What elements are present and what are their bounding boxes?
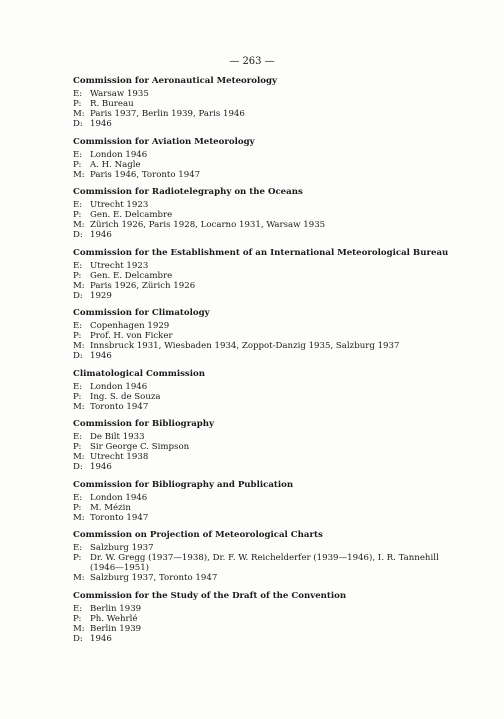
entry-key: E:	[73, 200, 83, 210]
entry-key: P:	[73, 331, 82, 341]
entry-row	[73, 493, 493, 503]
commission-heading: Commission for Radiotelegraphy on the Oceans	[73, 187, 303, 197]
entry-value	[90, 452, 493, 462]
entry-value	[90, 432, 493, 442]
entry-value	[90, 513, 493, 523]
entry-row	[73, 624, 493, 634]
entry-row	[73, 634, 493, 644]
commission-heading: Commission for Aviation Meteorology	[73, 136, 255, 147]
entry-row	[73, 432, 493, 442]
entry-value-line: London 1946	[90, 492, 148, 503]
entry-value	[90, 291, 493, 301]
entry-value	[90, 402, 493, 412]
entry-value-line: Dr. W. Gregg (1937—1938), Dr. F. W. Reichelderfer (1939—1946), I. R. Tannehill	[90, 553, 439, 563]
entry-value-line: Sir George C. Simpson	[90, 442, 190, 452]
entry-row	[73, 543, 493, 553]
entry-row	[73, 392, 493, 402]
entry-value	[90, 392, 493, 402]
entry-key: D:	[73, 351, 83, 361]
entry-row	[73, 341, 493, 351]
entry-row	[73, 291, 493, 301]
entry-value-line: (1946—1951)	[90, 563, 150, 573]
entry-row	[73, 281, 493, 291]
entry-key: P:	[73, 553, 82, 563]
entry-key: M:	[73, 169, 85, 180]
entry-value	[90, 351, 493, 361]
commission-section	[73, 76, 493, 129]
entry-key: M:	[73, 573, 85, 583]
entry-value	[90, 89, 493, 99]
entry-value-line: 1946	[90, 351, 112, 361]
entry-key: E:	[73, 149, 83, 160]
entry-value-line: Paris 1926, Zürich 1926	[90, 280, 196, 291]
entry-value	[90, 210, 493, 220]
entry-value-line: Salzburg 1937	[90, 543, 154, 553]
entry-value	[90, 503, 493, 513]
entry-row	[73, 351, 493, 361]
commission-heading: Commission for Climatology	[73, 308, 210, 318]
entry-value-line: De Bilt 1933	[90, 432, 145, 442]
entry-value	[90, 462, 493, 472]
entry-value-line: A. H. Nagle	[90, 159, 141, 170]
entry-key: E:	[73, 603, 83, 614]
entry-row	[73, 89, 493, 99]
entry-value	[90, 281, 493, 291]
entry-value-line: 1946	[90, 633, 112, 644]
entry-row	[73, 220, 493, 230]
entry-value-line: Ph. Wehrlé	[90, 613, 138, 624]
entry-row	[73, 442, 493, 452]
entry-value-line: Berlin 1939	[90, 623, 142, 634]
entry-row	[73, 614, 493, 624]
commission-heading: Commission on Projection of Meteorological Charts	[73, 530, 323, 540]
entry-value	[90, 634, 493, 644]
entry-value-line: Zürich 1926, Paris 1928, Locarno 1931, Warsaw 1935	[90, 220, 326, 230]
entry-value-line: Paris 1937, Berlin 1939, Paris 1946	[90, 109, 245, 119]
entry-row	[73, 553, 493, 573]
entry-row	[73, 99, 493, 109]
entry-row	[73, 513, 493, 523]
entry-row	[73, 462, 493, 472]
entry-value-line: R. Bureau	[90, 99, 134, 109]
entry-key: D:	[73, 633, 83, 644]
entry-value-line: Utrecht 1923	[90, 260, 149, 271]
entry-key: M:	[73, 401, 85, 412]
entry-row	[73, 210, 493, 220]
entry-key: E:	[73, 432, 83, 442]
entry-value	[90, 573, 493, 583]
entry-key: D:	[73, 119, 83, 129]
entry-row	[73, 160, 493, 170]
entry-value-line: 1946	[90, 230, 112, 240]
entry-value-line: Innsbruck 1931, Wiesbaden 1934, Zoppot-Danzig 1935, Salzburg 1937	[90, 341, 400, 351]
entry-value-line: Gen. E. Delcambre	[90, 210, 173, 220]
entry-value-line: M. Mézin	[90, 502, 131, 513]
entry-value	[90, 553, 493, 573]
entry-row	[73, 170, 493, 180]
entry-key: M:	[73, 623, 85, 634]
entry-value	[90, 493, 493, 503]
entry-value	[90, 604, 493, 614]
entry-value	[90, 321, 493, 331]
commission-list	[73, 76, 493, 651]
entry-key: P:	[73, 99, 82, 109]
entry-value	[90, 230, 493, 240]
entry-value	[90, 99, 493, 109]
entry-value	[90, 170, 493, 180]
entry-value-line: Berlin 1939	[90, 603, 142, 614]
commission-section	[73, 530, 493, 583]
entry-key: M:	[73, 512, 85, 523]
commission-section	[73, 369, 493, 412]
commission-section	[73, 419, 493, 472]
entry-row	[73, 382, 493, 392]
entry-value	[90, 200, 493, 210]
entry-row	[73, 604, 493, 614]
entry-key: P:	[73, 159, 82, 170]
entry-row	[73, 230, 493, 240]
entry-value	[90, 382, 493, 392]
entry-key: M:	[73, 220, 85, 230]
entry-value	[90, 261, 493, 271]
entry-row	[73, 402, 493, 412]
entry-value-line: Toronto 1947	[90, 401, 149, 412]
entry-value-line: Gen. E. Delcambre	[90, 270, 173, 281]
entry-row	[73, 200, 493, 210]
entry-row	[73, 331, 493, 341]
entry-value	[90, 614, 493, 624]
entry-row	[73, 109, 493, 119]
entry-row	[73, 503, 493, 513]
entry-value-line: Utrecht 1923	[90, 200, 149, 210]
commission-heading: Climatological Commission	[73, 368, 206, 379]
entry-key: E:	[73, 381, 83, 392]
entry-value-line: 1946	[90, 462, 112, 472]
entry-row	[73, 452, 493, 462]
entry-value-line: Prof. H. von Ficker	[90, 331, 173, 341]
entry-row	[73, 261, 493, 271]
entry-value-line: London 1946	[90, 381, 148, 392]
entry-value-line: 1946	[90, 119, 112, 129]
page-number: — 263 —	[229, 56, 275, 67]
commission-heading: Commission for the Establishment of an International Meteorological Bureau	[73, 247, 449, 258]
commission-heading: Commission for the Study of the Draft of the Convention	[73, 590, 347, 601]
entry-value-line: Warsaw 1935	[90, 89, 149, 99]
entry-key: E:	[73, 260, 83, 271]
entry-value-line: Ing. S. de Souza	[90, 391, 161, 402]
entry-value	[90, 442, 493, 452]
entry-row	[73, 150, 493, 160]
entry-value-line: 1929	[90, 290, 112, 301]
entry-row	[73, 119, 493, 129]
entry-value	[90, 109, 493, 119]
entry-key: M:	[73, 341, 85, 351]
entry-value	[90, 341, 493, 351]
entry-key: D:	[73, 462, 83, 472]
entry-key: M:	[73, 452, 85, 462]
entry-value	[90, 150, 493, 160]
entry-key: P:	[73, 210, 82, 220]
commission-heading: Commission for Aeronautical Meteorology	[73, 76, 278, 86]
entry-key: P:	[73, 391, 82, 402]
commission-section	[73, 591, 493, 644]
entry-key: E:	[73, 492, 83, 503]
entry-value-line: Toronto 1947	[90, 512, 149, 523]
entry-key: E:	[73, 543, 83, 553]
commission-section	[73, 248, 493, 301]
entry-key: D:	[73, 290, 83, 301]
entry-value-line: Utrecht 1938	[90, 452, 149, 462]
commission-section	[73, 480, 493, 523]
entry-value-line: London 1946	[90, 149, 148, 160]
entry-key: M:	[73, 280, 85, 291]
entry-value	[90, 543, 493, 553]
entry-row	[73, 271, 493, 281]
entry-row	[73, 573, 493, 583]
commission-section	[73, 137, 493, 180]
entry-value	[90, 160, 493, 170]
entry-value	[90, 624, 493, 634]
commission-heading: Commission for Bibliography and Publication	[73, 479, 294, 490]
entry-row	[73, 321, 493, 331]
entry-value-line: Paris 1946, Toronto 1947	[90, 169, 201, 180]
entry-key: P:	[73, 442, 82, 452]
entry-value-line: Copenhagen 1929	[90, 321, 170, 331]
commission-section	[73, 308, 493, 361]
commission-heading: Commission for Bibliography	[73, 419, 215, 429]
entry-value	[90, 220, 493, 230]
entry-value	[90, 331, 493, 341]
entry-key: P:	[73, 613, 82, 624]
entry-key: E:	[73, 321, 83, 331]
entry-key: D:	[73, 230, 83, 240]
entry-value	[90, 119, 493, 129]
entry-value	[90, 271, 493, 281]
entry-key: E:	[73, 89, 83, 99]
entry-value-line: Salzburg 1937, Toronto 1947	[90, 573, 218, 583]
entry-key: M:	[73, 109, 85, 119]
commission-section	[73, 187, 493, 240]
entry-key: P:	[73, 270, 82, 281]
entry-key: P:	[73, 502, 82, 513]
